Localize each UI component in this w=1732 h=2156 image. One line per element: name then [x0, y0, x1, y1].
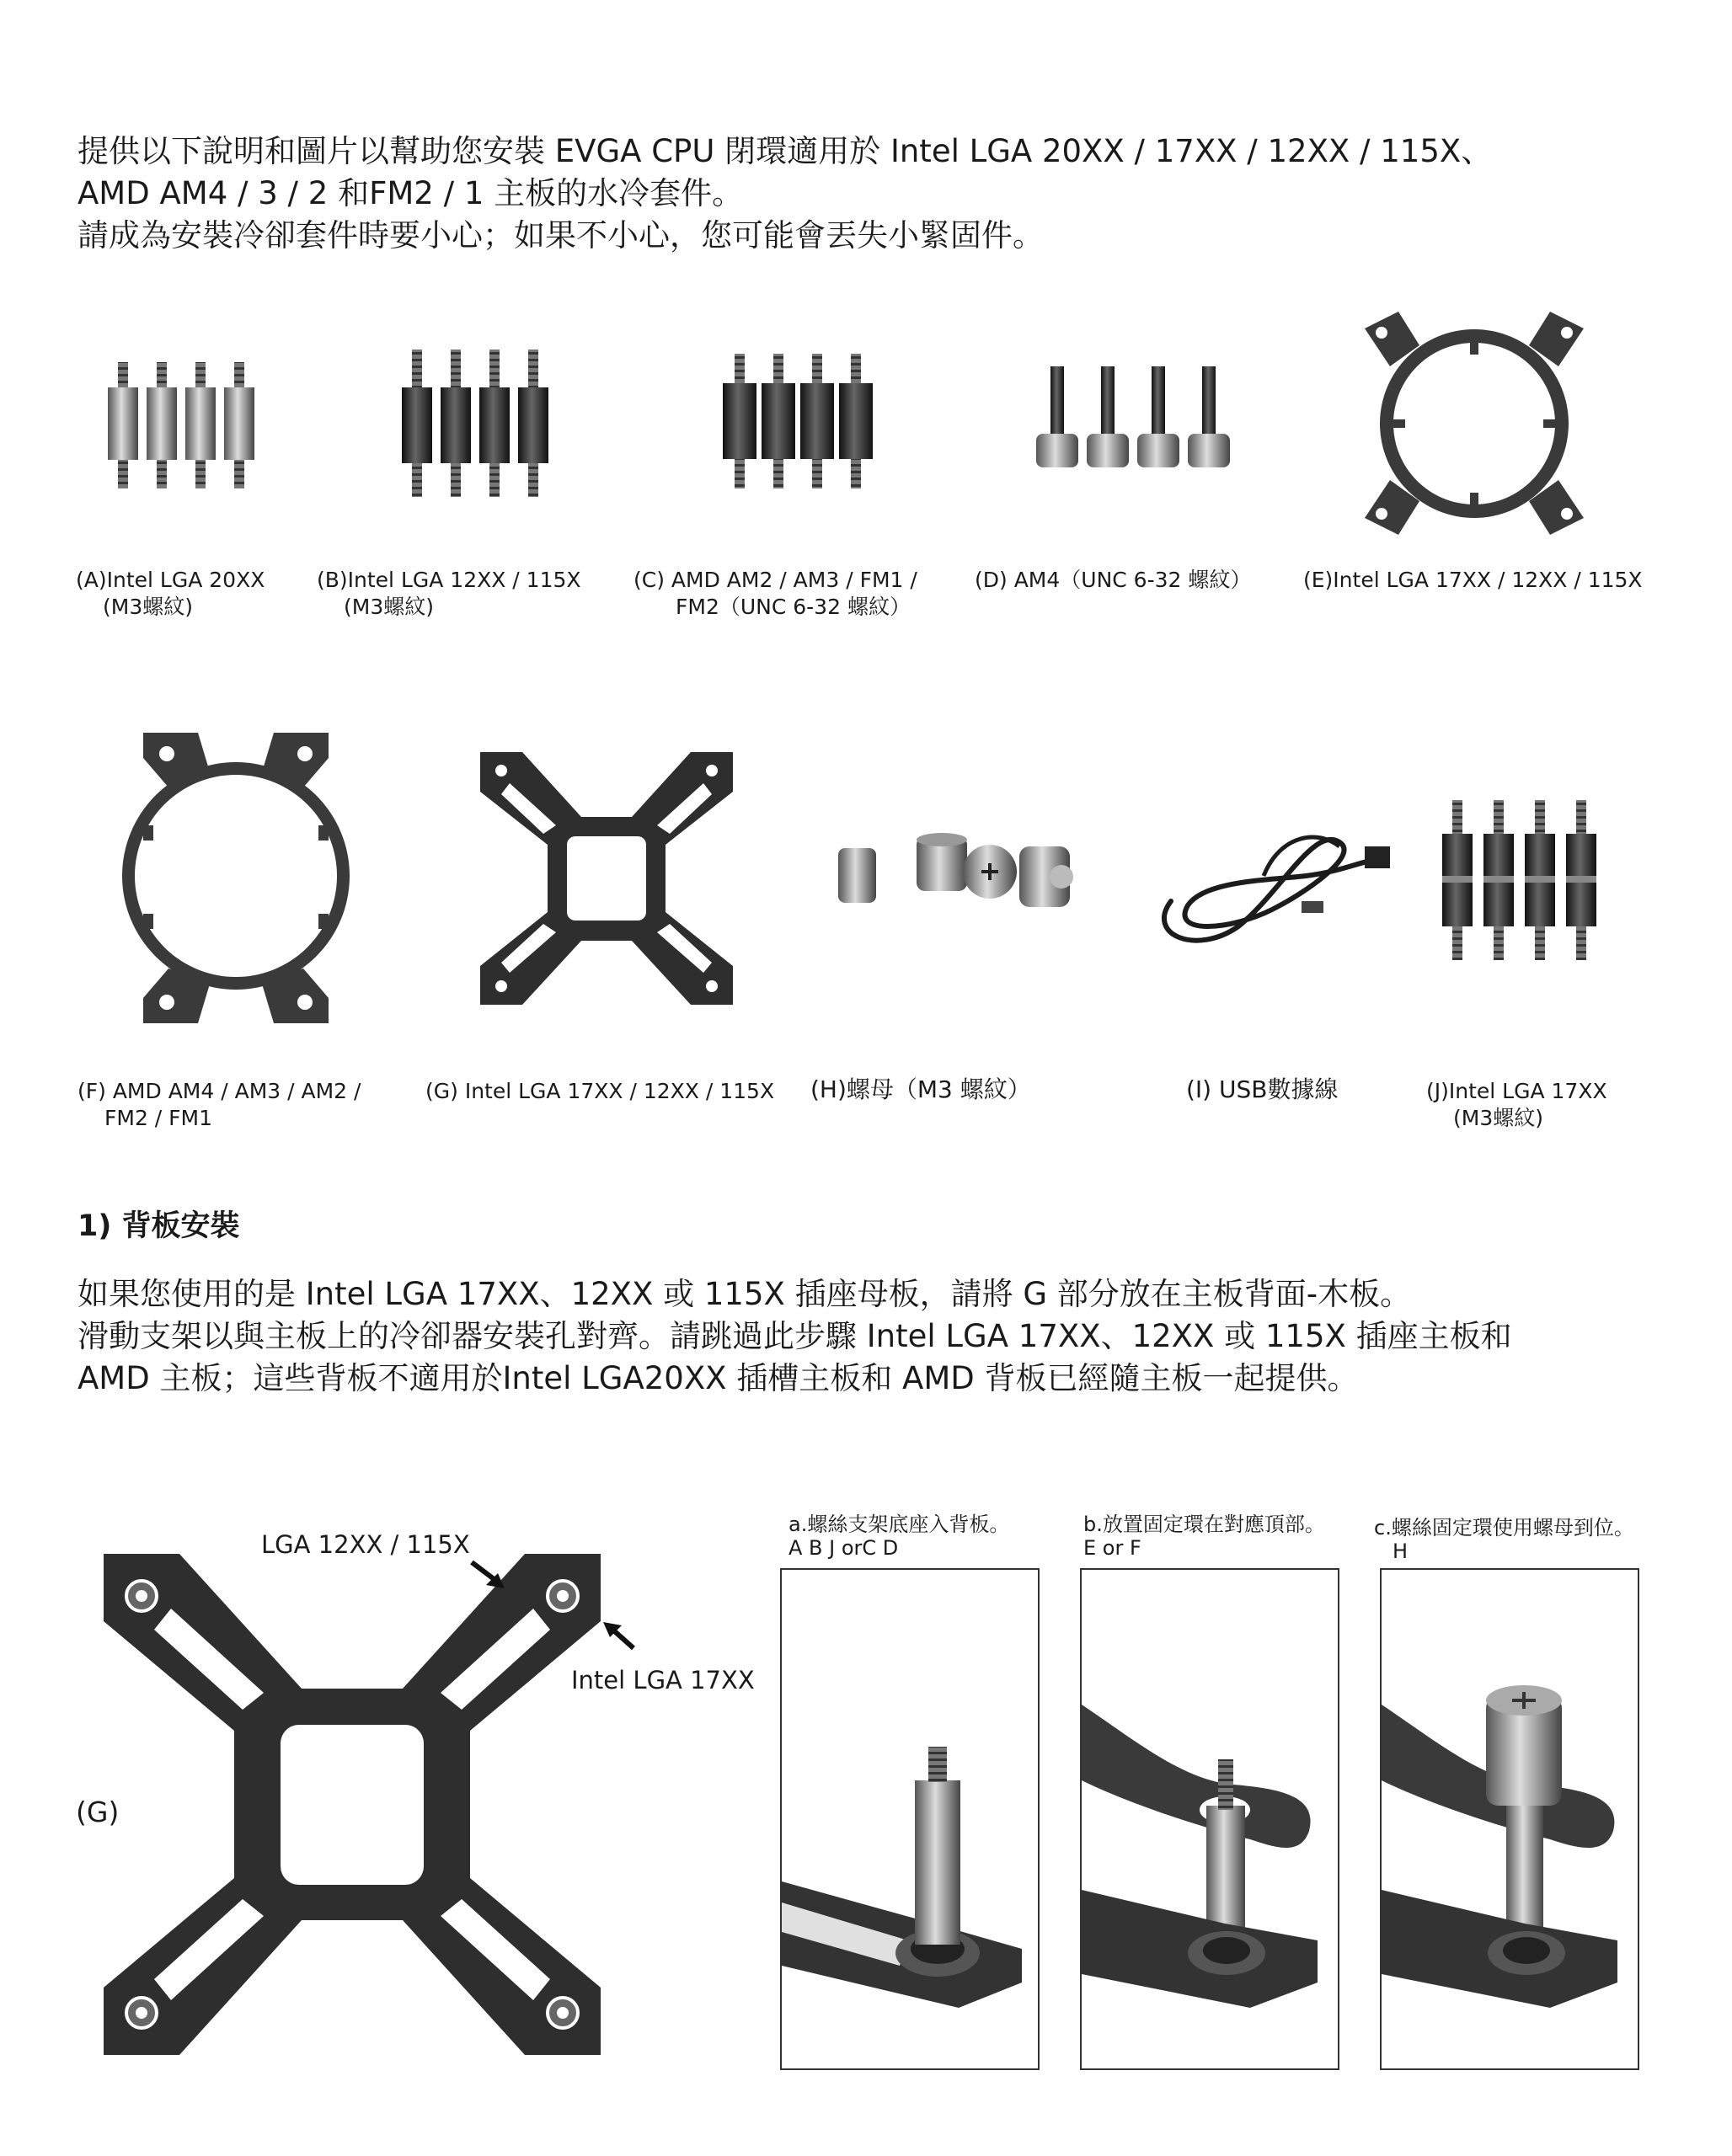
step-b-caption: b.放置固定環在對應頂部。 E or F — [1083, 1513, 1325, 1560]
part-g-backplate-image — [476, 745, 737, 1011]
part-b-standoffs-image — [392, 345, 569, 501]
intro-line-3: 請成為安裝冷卻套件時要小心；如果不小心，您可能會丟失小緊固件。 — [78, 217, 1044, 253]
part-f-caption: (F) AMD AM4 / AM3 / AM2 / FM2 / FM1 — [78, 1079, 361, 1130]
part-a-caption: (A)Intel LGA 20XX (M3螺紋) — [76, 568, 265, 619]
part-b-caption: (B)Intel LGA 12XX / 115X (M3螺紋) — [317, 568, 581, 619]
label-g: (G) — [76, 1796, 120, 1828]
part-j-caption: (J)Intel LGA 17XX (M3螺紋) — [1426, 1079, 1607, 1130]
part-h-caption: (H)螺母（M3 螺紋） — [810, 1075, 1031, 1103]
part-a-standoffs-image — [101, 354, 278, 497]
section-line-3: AMD 主板；這些背板不適用於Intel LGA20XX 插槽主板和 AMD 背板已經隨主板一起提供。 — [78, 1360, 1359, 1396]
intro-line-1: 提供以下說明和圖片以幫助您安裝 EVGA CPU 閉環適用於 Intel LGA 20XX / 17XX / 12XX / 115X、 — [78, 133, 1493, 169]
part-e-retention-ring-image — [1356, 307, 1592, 539]
arrow-icon-lga17 — [600, 1619, 638, 1652]
intro-paragraph — [78, 131, 1661, 257]
backplate-diagram — [99, 1550, 605, 2059]
step-c-caption: c.螺絲固定環使用螺母到位。 H — [1374, 1516, 1634, 1563]
label-lga12: LGA 12XX / 115X — [261, 1530, 470, 1559]
step-c-photo — [1380, 1568, 1639, 2070]
label-lga17: Intel LGA 17XX — [571, 1666, 755, 1694]
arrow-icon-lga12 — [468, 1558, 510, 1592]
part-d-standoffs-image — [1028, 362, 1238, 480]
section-heading: 1) 背板安裝 — [78, 1209, 240, 1243]
step-a-caption: a.螺絲支架底座入背板。 A B J orC D — [788, 1513, 1010, 1560]
part-g-caption: (G) Intel LGA 17XX / 12XX / 115X — [425, 1079, 775, 1103]
step-b-photo — [1080, 1568, 1339, 2070]
part-f-retention-ring-image — [118, 724, 354, 1032]
part-c-caption: (C) AMD AM2 / AM3 / FM1 / FM2（UNC 6-32 螺紋） — [633, 568, 917, 619]
part-i-usb-cable-image — [1137, 800, 1394, 960]
section-line-2: 滑動支架以與主板上的冷卻器安裝孔對齊。請跳過此步驟 Intel LGA 17XX、12XX 或 115X 插座主板和 — [78, 1318, 1512, 1354]
part-h-nuts-image — [834, 830, 1078, 918]
step-a-photo — [780, 1568, 1040, 2070]
intro-line-2: AMD AM4 / 3 / 2 和FM2 / 1 主板的水冷套件。 — [78, 175, 744, 211]
part-d-caption: (D) AM4（UNC 6-32 螺紋） — [975, 568, 1252, 592]
section-line-1: 如果您使用的是 Intel LGA 17XX、12XX 或 115X 插座母板，請將 G 部分放在主板背面-木板。 — [78, 1276, 1412, 1312]
part-e-caption: (E)Intel LGA 17XX / 12XX / 115X — [1303, 568, 1643, 592]
part-j-standoffs-image — [1432, 796, 1617, 964]
part-i-caption: (I) USB數據線 — [1186, 1075, 1339, 1103]
part-c-standoffs-image — [716, 350, 885, 493]
section-paragraph — [78, 1273, 1678, 1400]
